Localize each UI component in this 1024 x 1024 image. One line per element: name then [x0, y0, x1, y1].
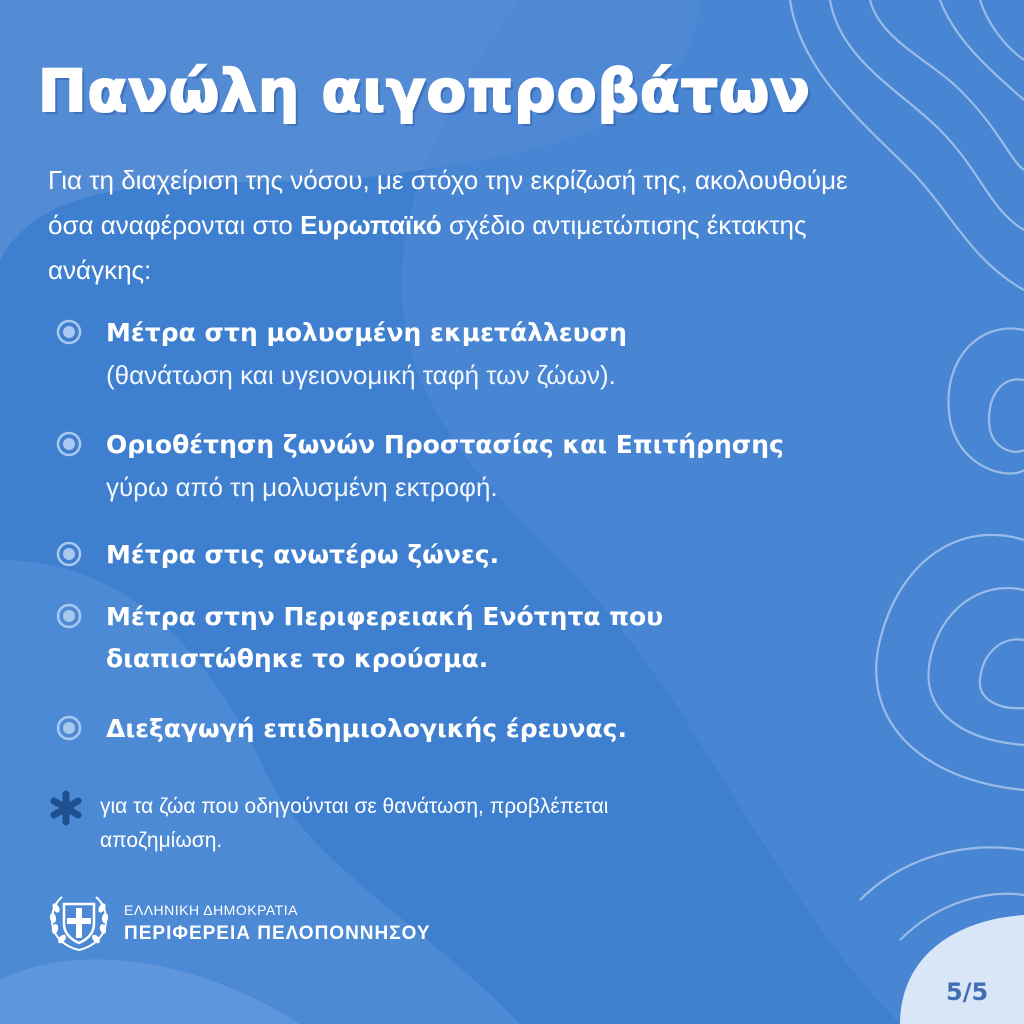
list-item: [56, 596, 706, 680]
asterisk-icon: [48, 790, 84, 826]
greek-emblem-icon: [44, 888, 114, 958]
intro-paragraph: [48, 158, 878, 293]
organization-block: [124, 900, 431, 948]
intro-text-start: Για τη διαχείριση της νόσου, με στόχο την εκρίζωσή της, ακολουθούμε όσα αναφέρονται στο: [48, 165, 848, 240]
list-item: [56, 312, 926, 396]
note-text: για τα ζώα που οδηγούνται σε θανάτωση, προβλέπεται αποζημίωση.: [100, 795, 609, 852]
measure-title: Μέτρα στην Περιφερειακή Ενότητα που διαπιστώθηκε το κρούσμα.: [106, 602, 664, 673]
concentric-circle-icon: [56, 431, 82, 457]
measure-title: Μέτρα στις ανωτέρω ζώνες.: [106, 540, 500, 569]
page-indicator: 5/5: [946, 978, 989, 1006]
concentric-circle-icon: [56, 541, 82, 567]
list-item: [56, 534, 926, 576]
intro-text-bold: Ευρωπαϊκό: [300, 210, 442, 240]
intro-text-end: σχέδιο αντιμετώπισης έκτακτης ανάγκης:: [48, 210, 807, 285]
measure-title: Οριοθέτηση ζωνών Προστασίας και Επιτήρησης: [106, 430, 784, 459]
organization-name: ΠΕΡΙΦΕΡΕΙΑ ΠΕΛΟΠΟΝΝΗΣΟΥ: [124, 923, 431, 944]
concentric-circle-icon: [56, 319, 82, 345]
page-title: Πανώλη αιγοπροβάτων: [38, 57, 811, 125]
list-item: [56, 708, 926, 750]
list-item: [56, 424, 966, 508]
organization-country: ΕΛΛΗΝΙΚΗ ΔΗΜΟΚΡΑΤΙΑ: [124, 902, 298, 918]
concentric-circle-icon: [56, 715, 82, 741]
compensation-note: [48, 790, 660, 858]
measure-title: Διεξαγωγή επιδημιολογικής έρευνας.: [106, 714, 627, 743]
measure-title: Μέτρα στη μολυσμένη εκμετάλλευση: [106, 318, 627, 347]
measure-detail: γύρω από τη μολυσμένη εκτροφή.: [106, 472, 498, 502]
measure-detail: (θανάτωση και υγειονομική ταφή των ζώων).: [106, 360, 616, 390]
concentric-circle-icon: [56, 603, 82, 629]
